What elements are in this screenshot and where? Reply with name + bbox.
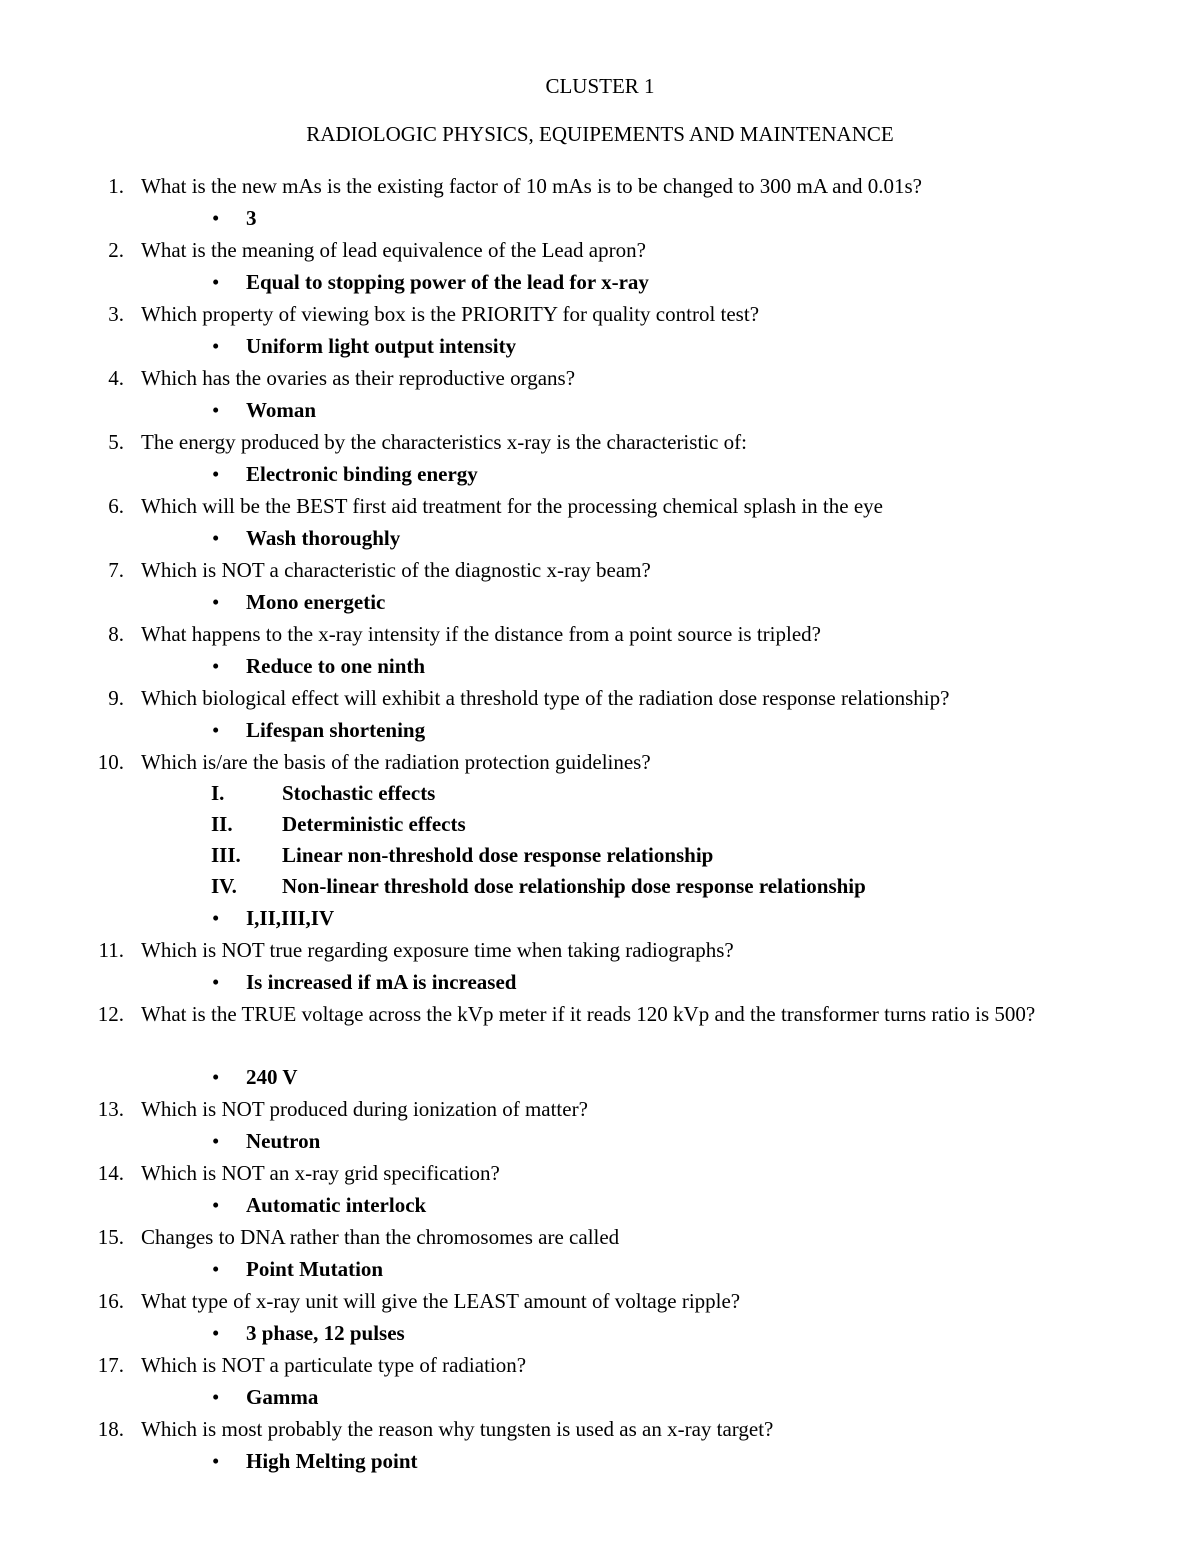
answer <box>0 1253 1200 1286</box>
question-item <box>0 1222 1200 1286</box>
question-number: 4. <box>108 366 124 390</box>
question <box>0 747 1200 778</box>
answer <box>0 202 1200 235</box>
question-item <box>0 619 1200 683</box>
bullet-icon: • <box>212 1449 220 1473</box>
answer-text: Reduce to one ninth <box>246 654 426 678</box>
question-number: 1. <box>108 174 124 198</box>
question-text: Which has the ovaries as their reproductive organs? <box>141 366 576 390</box>
subject-heading: RADIOLOGIC PHYSICS, EQUIPEMENTS AND MAINTENANCE <box>306 122 894 146</box>
question <box>0 683 1200 714</box>
question <box>0 363 1200 394</box>
question-number: 9. <box>108 686 124 710</box>
question <box>0 935 1200 966</box>
question <box>0 235 1200 266</box>
bullet-icon: • <box>212 398 220 422</box>
question-text: Which is/are the basis of the radiation protection guidelines? <box>141 750 651 774</box>
question-item <box>0 171 1200 235</box>
bullet-icon: • <box>212 462 220 486</box>
answer-text: Wash thoroughly <box>246 526 401 550</box>
option-item <box>0 809 1200 840</box>
question-number: 15. <box>97 1225 124 1249</box>
bullet-icon: • <box>212 590 220 614</box>
question <box>0 1414 1200 1445</box>
question-item <box>0 1350 1200 1414</box>
bullet-icon: • <box>212 1065 220 1089</box>
bullet-icon: • <box>212 270 220 294</box>
question <box>0 1222 1200 1253</box>
answer <box>0 522 1200 555</box>
question-number: 5. <box>108 430 124 454</box>
question-item <box>0 999 1200 1094</box>
option-item <box>0 871 1200 902</box>
question-item <box>0 491 1200 555</box>
question-item <box>0 1158 1200 1222</box>
question-text: Which is NOT a particulate type of radiation? <box>141 1353 527 1377</box>
question-item <box>0 555 1200 619</box>
answer-text: 3 phase, 12 pulses <box>246 1321 405 1345</box>
question-number: 18. <box>97 1417 124 1441</box>
answer-text: Lifespan shortening <box>246 718 426 742</box>
question <box>0 1286 1200 1317</box>
option-item <box>0 778 1200 809</box>
question-text: What is the new mAs is the existing factor of 10 mAs is to be changed to 300 mA and 0.01s? <box>141 174 922 198</box>
question-item <box>0 1286 1200 1350</box>
answer <box>0 1125 1200 1158</box>
answer <box>0 1189 1200 1222</box>
answer <box>0 458 1200 491</box>
option-number: I. <box>211 781 225 805</box>
question-text: What is the TRUE voltage across the kVp meter if it reads 120 kVp and the transformer turns ratio is 500? <box>141 1002 1036 1026</box>
bullet-icon: • <box>212 1385 220 1409</box>
answer <box>0 1445 1200 1478</box>
question-number: 14. <box>97 1161 124 1185</box>
question-item <box>0 747 1200 935</box>
question-text: Which is NOT a characteristic of the diagnostic x-ray beam? <box>141 558 651 582</box>
bullet-icon: • <box>212 654 220 678</box>
bullet-icon: • <box>212 1257 220 1281</box>
question-text: Which is NOT an x-ray grid specification? <box>141 1161 500 1185</box>
cluster-heading: CLUSTER 1 <box>545 74 655 98</box>
answer <box>0 714 1200 747</box>
question-item <box>0 363 1200 427</box>
answer-text: I,II,III,IV <box>246 906 335 930</box>
bullet-icon: • <box>212 1321 220 1345</box>
answer <box>0 1317 1200 1350</box>
question-text: What is the meaning of lead equivalence of the Lead apron? <box>141 238 646 262</box>
question-number: 7. <box>108 558 124 582</box>
question-number: 10. <box>97 750 124 774</box>
bullet-icon: • <box>212 206 220 230</box>
option-number: IV. <box>211 874 237 898</box>
bullet-icon: • <box>212 334 220 358</box>
bullet-icon: • <box>212 1129 220 1153</box>
question-text: Which will be the BEST first aid treatment for the processing chemical splash in the eye <box>141 494 883 518</box>
answer <box>0 1061 1200 1094</box>
answer-text: 240 V <box>246 1065 298 1089</box>
bullet-icon: • <box>212 906 220 930</box>
question <box>0 171 1200 202</box>
answer <box>0 330 1200 363</box>
bullet-icon: • <box>212 526 220 550</box>
answer <box>0 394 1200 427</box>
question-text: Changes to DNA rather than the chromosomes are called <box>141 1225 620 1249</box>
question <box>0 299 1200 330</box>
question-text: Which is most probably the reason why tungsten is used as an x-ray target? <box>141 1417 774 1441</box>
question-number: 16. <box>97 1289 124 1313</box>
question-number: 3. <box>108 302 124 326</box>
option-number: II. <box>211 812 233 836</box>
answer-text: 3 <box>246 206 257 230</box>
question-text: Which property of viewing box is the PRIORITY for quality control test? <box>141 302 760 326</box>
question-number: 13. <box>97 1097 124 1121</box>
answer-text: Neutron <box>246 1129 321 1153</box>
answer-text: Woman <box>246 398 317 422</box>
answer-text: Is increased if mA is increased <box>246 970 517 994</box>
option-item <box>0 840 1200 871</box>
question <box>0 619 1200 650</box>
answer-text: Point Mutation <box>246 1257 384 1281</box>
question-number: 17. <box>97 1353 124 1377</box>
answer <box>0 266 1200 299</box>
bullet-icon: • <box>212 1193 220 1217</box>
question-number: 11. <box>98 938 124 962</box>
option-text: Non-linear threshold dose relationship dose response relationship <box>282 874 866 898</box>
question-list <box>0 171 1200 1478</box>
question-number: 6. <box>108 494 124 518</box>
answer-text: High Melting point <box>246 1449 418 1473</box>
question-text: The energy produced by the characteristics x-ray is the characteristic of: <box>141 430 748 454</box>
answer-text: Automatic interlock <box>246 1193 427 1217</box>
question <box>0 491 1200 522</box>
question-text: Which is NOT produced during ionization of matter? <box>141 1097 588 1121</box>
question-item <box>0 1094 1200 1158</box>
question-item <box>0 683 1200 747</box>
option-number: III. <box>211 843 241 867</box>
question <box>0 555 1200 586</box>
answer-text: Mono energetic <box>246 590 386 614</box>
answer-text: Uniform light output intensity <box>246 334 517 358</box>
question <box>0 1158 1200 1189</box>
option-text: Deterministic effects <box>282 812 466 836</box>
question-number: 12. <box>97 1002 124 1026</box>
answer <box>0 650 1200 683</box>
option-text: Linear non-threshold dose response relationship <box>282 843 714 867</box>
answer-text: Electronic binding energy <box>246 462 478 486</box>
question-item <box>0 1414 1200 1478</box>
question-item <box>0 299 1200 363</box>
answer <box>0 966 1200 999</box>
question <box>0 999 1200 1061</box>
question-item <box>0 935 1200 999</box>
question <box>0 427 1200 458</box>
question-number: 8. <box>108 622 124 646</box>
question-text: Which is NOT true regarding exposure time when taking radiographs? <box>141 938 734 962</box>
question-item <box>0 235 1200 299</box>
question-text: What happens to the x-ray intensity if the distance from a point source is tripled? <box>141 622 821 646</box>
answer <box>0 586 1200 619</box>
question-item <box>0 427 1200 491</box>
question <box>0 1350 1200 1381</box>
question-number: 2. <box>108 238 124 262</box>
option-text: Stochastic effects <box>282 781 436 805</box>
answer-text: Gamma <box>246 1385 319 1409</box>
question-text: Which biological effect will exhibit a threshold type of the radiation dose response relationship? <box>141 686 950 710</box>
answer-text: Equal to stopping power of the lead for x-ray <box>246 270 649 294</box>
bullet-icon: • <box>212 718 220 742</box>
question <box>0 1094 1200 1125</box>
bullet-icon: • <box>212 970 220 994</box>
answer <box>0 1381 1200 1414</box>
question-text: What type of x-ray unit will give the LEAST amount of voltage ripple? <box>141 1289 741 1313</box>
answer <box>0 902 1200 935</box>
